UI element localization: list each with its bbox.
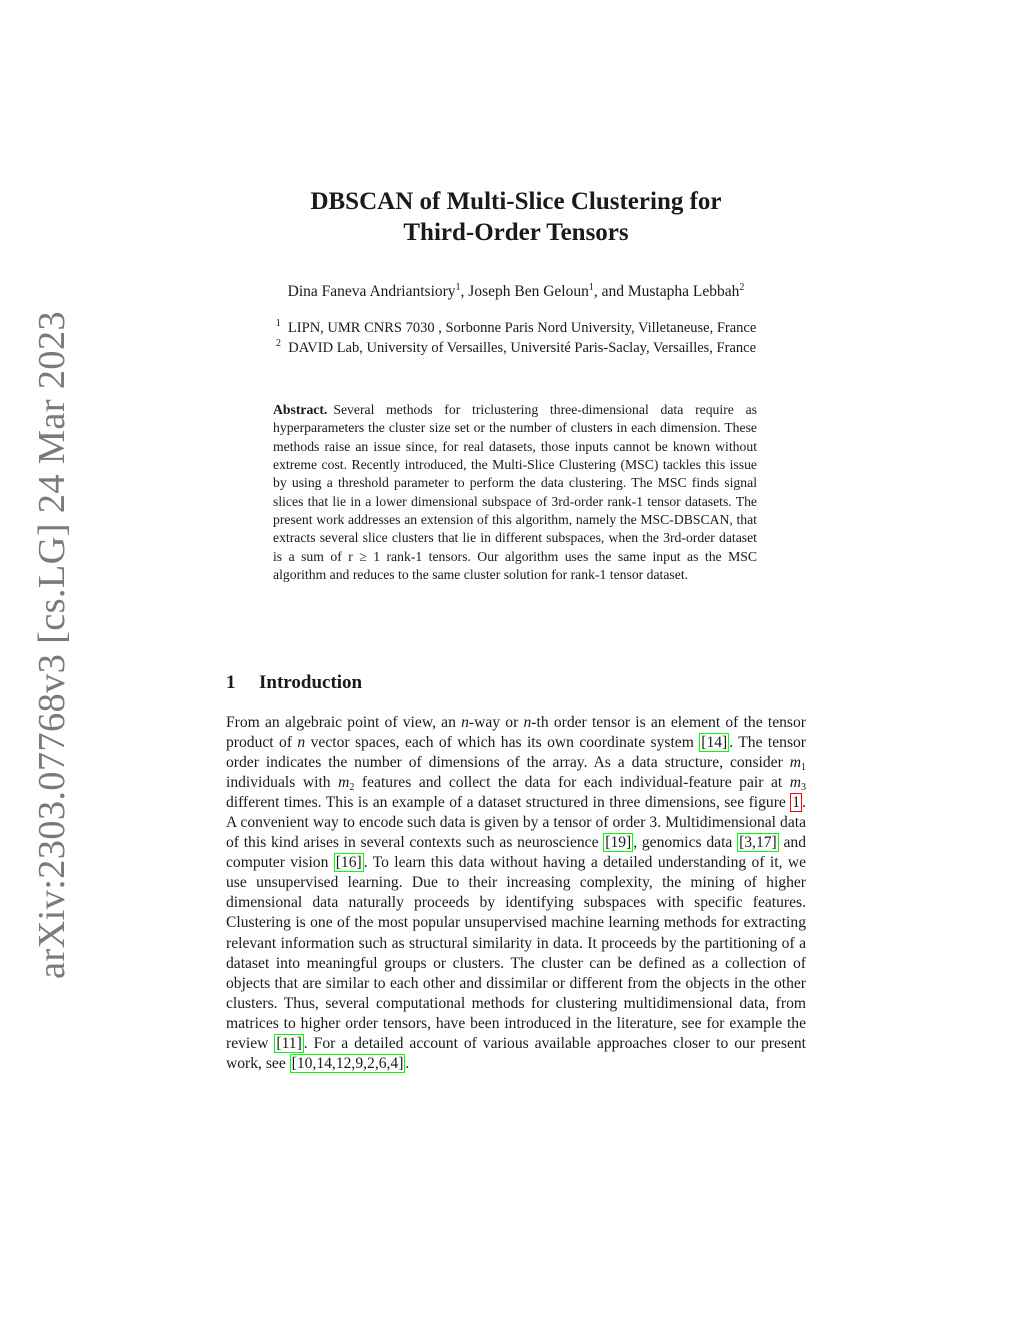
title-line-1: DBSCAN of Multi-Slice Clustering for — [310, 188, 722, 215]
author-list — [226, 283, 806, 301]
affiliation-1 — [226, 318, 806, 338]
math-subscript: 3 — [801, 782, 807, 794]
math-subscript: 1 — [801, 762, 806, 774]
affiliation-2 — [226, 338, 806, 358]
author-sep-2: , and — [593, 283, 628, 300]
intro-text: . A convenient way to encode such data is given by a tensor of order 3. Multidimensional data of this kind arises in several contexts such as neuroscience — [226, 794, 806, 852]
abstract — [273, 401, 757, 584]
author-1-affil: 1 — [455, 282, 461, 293]
title-line-2: Third-Order Tensors — [403, 219, 629, 246]
paper-title — [226, 186, 806, 248]
citation-link[interactable]: [19] — [605, 834, 632, 852]
math-m: m — [789, 774, 802, 792]
intro-text: -way or — [468, 714, 524, 731]
affiliations — [226, 318, 806, 358]
author-3-affil: 2 — [739, 282, 745, 293]
intro-text: . — [405, 1054, 410, 1072]
citation-link[interactable]: [10,14,12,9,2,6,4] — [291, 1054, 404, 1072]
section-heading-introduction — [226, 672, 362, 694]
arxiv-side-stamp: arXiv:2303.07768v3 [cs.LG] 24 Mar 2023 — [31, 311, 73, 979]
math-n: n — [297, 734, 306, 752]
section-title: Introduction — [259, 672, 363, 693]
intro-text: -th order tensor is an element of the tensor product of — [226, 714, 806, 752]
section-number: 1 — [226, 672, 236, 693]
math-subscript: 2 — [349, 782, 355, 794]
intro-text: different times. This is an example of a dataset structured in three dimensions, see figure — [226, 794, 791, 812]
intro-text: . For a detailed account of various available approaches closer to our present work, see — [226, 1034, 807, 1072]
figure-reference-link[interactable]: 1 — [792, 794, 801, 812]
intro-text: . To learn this data without having a detailed understanding of it, we use unsupervised learning. Due to their increasing complexity, the mining of higher dimensional data naturally proceeds by identifying subspaces with specific features. Clustering is one of the most popular unsupervised machine learning methods for extracting relevant information such as structural similarity in data. It proceeds by the partitioning of a dataset into meaningful groups or clusters. The cluster can be defined as a collection of objects that are similar to each other and dissimilar or different from the objects in the other clusters. Thus, several computational methods for clustering multidimensional data, from matrices to higher order tensors, have been introduced in the literature, see for example the review — [226, 854, 806, 1052]
introduction-paragraph — [226, 713, 806, 1074]
math-n: n — [523, 714, 532, 731]
citation-link[interactable]: [14] — [701, 734, 728, 752]
affiliation-1-num: 1 — [275, 318, 281, 329]
author-1: Dina Faneva Andriantsiory — [287, 283, 456, 300]
author-3: Mustapha Lebbah — [627, 283, 740, 300]
intro-text: , genomics data — [633, 834, 738, 852]
affiliation-2-num: 2 — [275, 338, 281, 349]
affiliation-2-text: DAVID Lab, University of Versailles, Université Paris-Saclay, Versailles, France — [288, 340, 757, 356]
affiliation-1-text: LIPN, UMR CNRS 7030 , Sorbonne Paris Nord University, Villetaneuse, France — [287, 320, 757, 336]
math-m: m — [338, 774, 350, 792]
intro-text: and computer vision — [226, 834, 806, 872]
author-2-affil: 1 — [588, 282, 594, 293]
author-2: Joseph Ben Geloun — [468, 283, 589, 300]
math-m: m — [789, 754, 801, 772]
intro-text: From an algebraic point of view, an — [226, 714, 462, 731]
citation-link[interactable]: [16] — [335, 854, 362, 872]
author-sep-1: , — [460, 283, 469, 300]
citation-link[interactable]: [11] — [276, 1034, 302, 1052]
abstract-text: Several methods for triclustering three-dimensional data require as hyperparameters the cluster size set or the number of clusters in each dimension. These methods raise an issue since, for real datasets, those inputs cannot be known without extreme cost. Recently introduced, the Multi-Slice Clustering (MSC) tackles this issue by using a threshold parameter to perform the data clustering. The MSC finds signal slices that lie in a lower dimensional subspace of 3rd-order rank-1 tensor datasets. The present work addresses an extension of this algorithm, namely the MSC-DBSCAN, that extracts several slice clusters that lie in different subspaces, when the 3rd-order dataset is a sum of r ≥ 1 rank-1 tensors. Our algorithm uses the same input as the MSC algorithm and reduces to the same cluster solution for rank-1 tensor dataset. — [273, 402, 757, 583]
intro-text: . The tensor order indicates the number of dimensions of the array. As a data structure, consider — [226, 734, 807, 772]
citation-link[interactable]: [3,17] — [739, 834, 777, 852]
intro-text: individuals with — [226, 774, 339, 792]
intro-text: vector spaces, each of which has its own coordinate system — [305, 734, 700, 752]
math-n: n — [461, 714, 469, 731]
abstract-label: Abstract. — [273, 402, 328, 417]
intro-text: features and collect the data for each individual-feature pair at — [354, 774, 790, 792]
